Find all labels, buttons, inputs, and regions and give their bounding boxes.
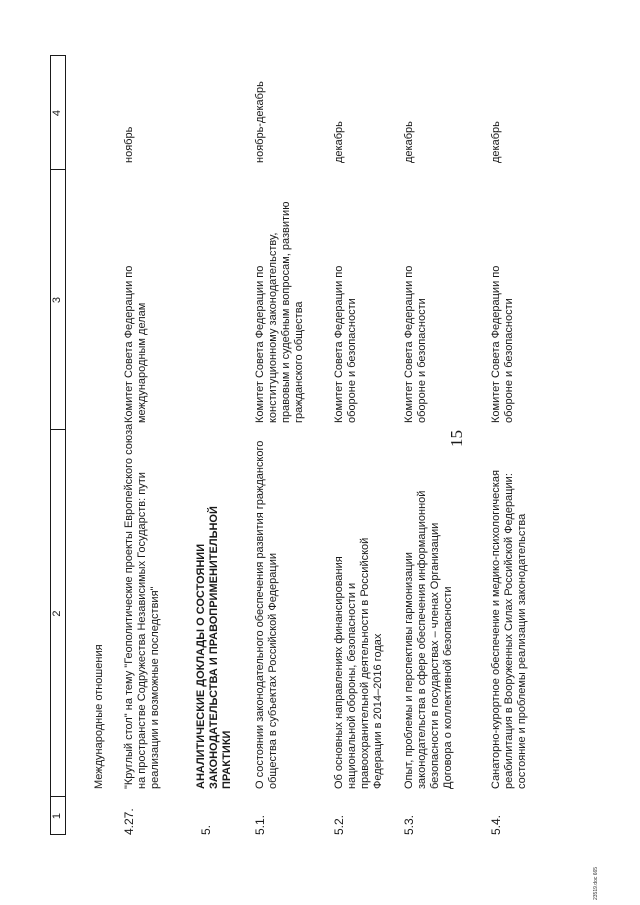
row-committee: Комитет Совета Федерации по конституционному законодательству, правовым и судебным вопросам, развитию гражданского общества (254, 201, 305, 423)
row-date: декабрь (403, 121, 415, 163)
row-text: "Круглый стол" на тему "Геополитические проекты Европейского союза на пространстве Содружества Независимых Государств: пути реализации и возможные последствия" (123, 423, 161, 789)
page-number: 15 (447, 430, 466, 447)
plan-table (50, 55, 590, 835)
row-date: декабрь (490, 121, 502, 163)
row-number: 5.3. (402, 814, 416, 835)
column-number: 2 (51, 610, 63, 617)
row-committee: Комитет Совета Федерации по обороне и безопасности (490, 265, 515, 423)
row-number: 5.4. (489, 814, 503, 835)
row-date: ноябрь-декабрь (254, 81, 266, 163)
section-heading: АНАЛИТИЧЕСКИЕ ДОКЛАДЫ О СОСТОЯНИИ ЗАКОНОДАТЕЛЬСТВА И ПРАВОПРИМЕНИТЕЛЬНОЙ ПРАКТИКИ (195, 506, 233, 789)
section-title: Международные отношения (93, 644, 105, 789)
document-code: 23519.doc 665 (593, 866, 599, 900)
column-number: 4 (51, 109, 63, 117)
rotated-sheet (50, 55, 590, 835)
row-date: декабрь (333, 121, 345, 163)
row-number: 5. (199, 824, 213, 835)
row-text: О состоянии законодательного обеспечения развития гражданского общества в субъектах Российской Федерации (254, 440, 279, 789)
row-text: Об основных направлениях финансирования национальной обороны, безопасности и правоохранительной деятельности в Российской Федерации в 2014–2016 годах (333, 537, 384, 789)
header-bottom-border (65, 55, 66, 835)
row-number: 4.27. (122, 808, 136, 835)
row-text: Санаторно-курортное обеспечение и медико-психологическая реабилитация в Вооруженных Силах Российской Федерации: состояние и проблемы реализации законодательства (490, 470, 528, 789)
row-number: 5.1. (253, 814, 267, 835)
row-committee: Комитет Совета Федерации по обороне и безопасности (403, 265, 428, 423)
row-committee: Комитет Совета Федерации по международным делам (123, 265, 148, 423)
row-text: Опыт, проблемы и перспективы гармонизации законодательства в сфере обеспечения информационной безопасности в государствах – членах Организации Договора о коллективной безопасности (403, 490, 454, 789)
row-number: 5.2. (332, 814, 346, 835)
column-number: 3 (51, 296, 63, 304)
row-committee: Комитет Совета Федерации по обороне и безопасности (333, 265, 358, 423)
column-number: 1 (51, 812, 63, 820)
row-date: ноябрь (123, 126, 135, 163)
